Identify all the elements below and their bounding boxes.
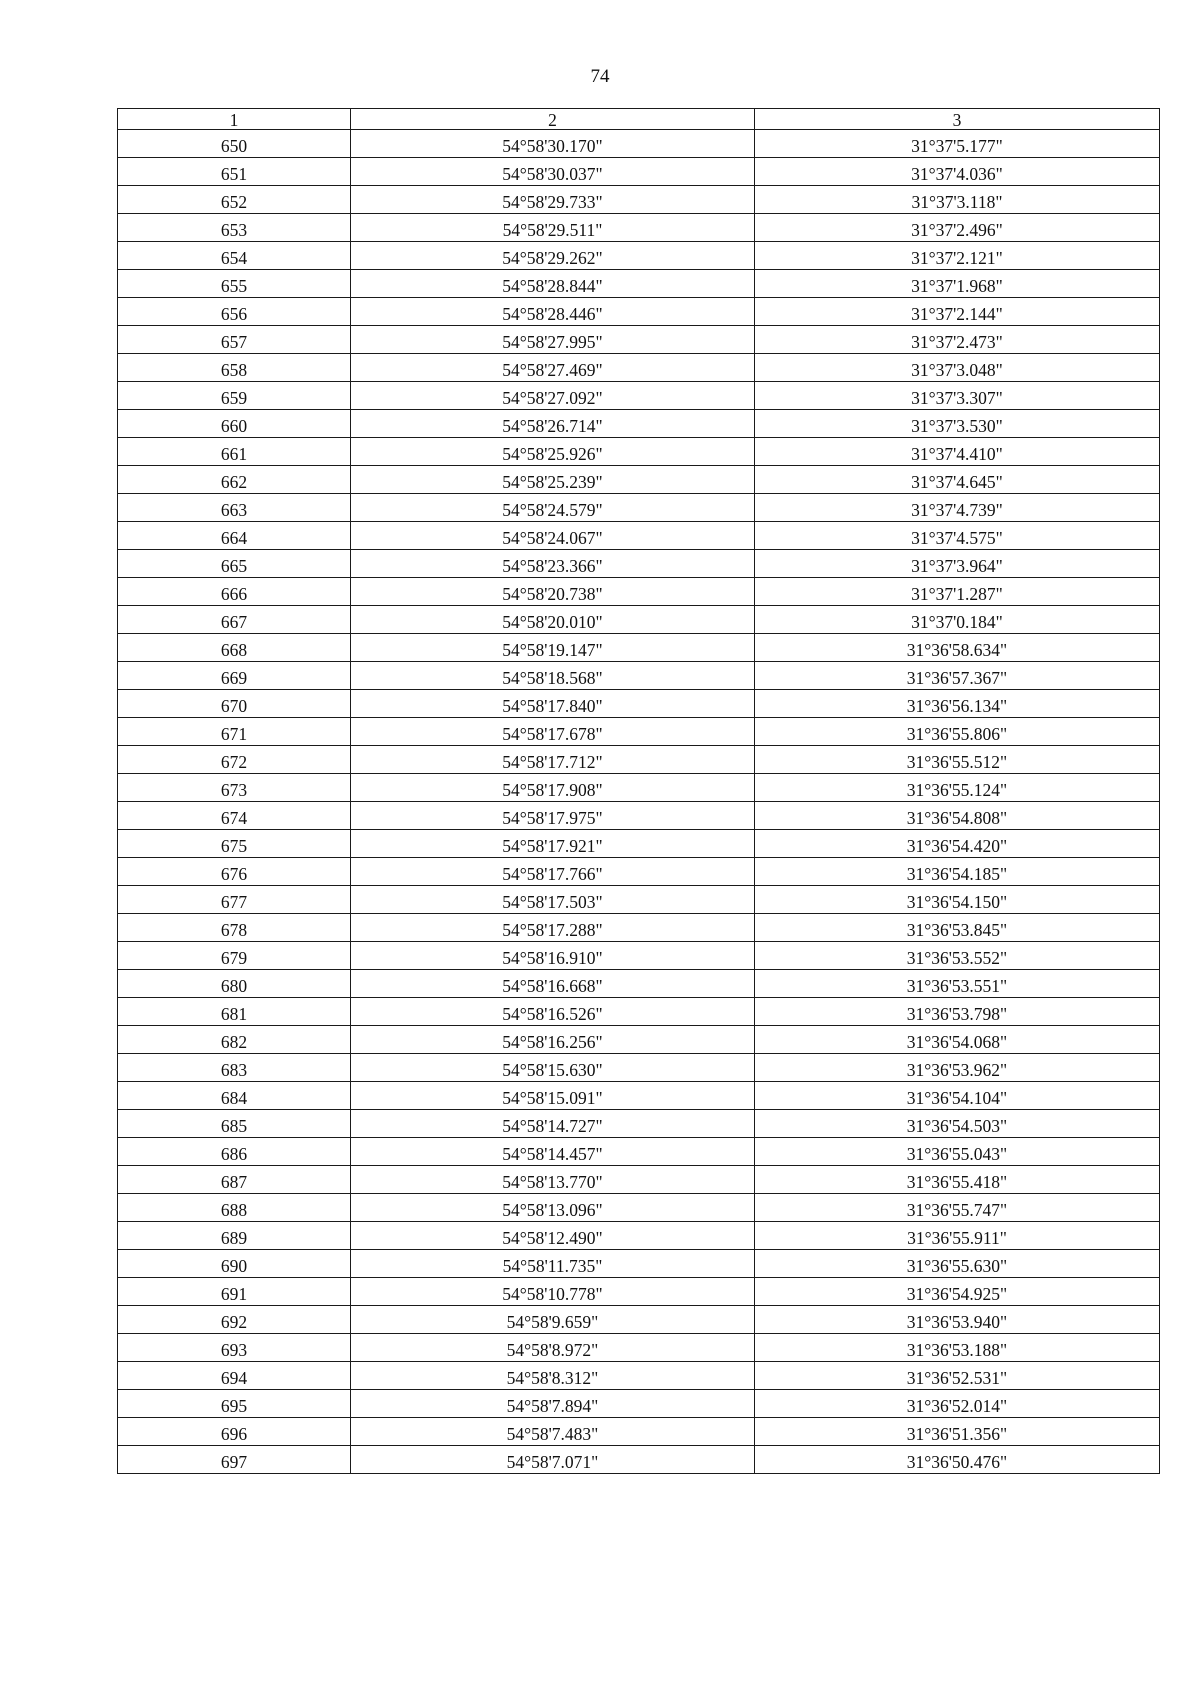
table-row xyxy=(118,634,1160,662)
longitude-cell: 31°36'53.551" xyxy=(755,970,1160,998)
latitude-cell: 54°58'24.579" xyxy=(351,494,755,522)
point-number-cell: 656 xyxy=(118,298,351,326)
latitude-cell: 54°58'27.995" xyxy=(351,326,755,354)
latitude-cell: 54°58'25.239" xyxy=(351,466,755,494)
latitude-cell: 54°58'9.659" xyxy=(351,1306,755,1334)
longitude-cell: 31°36'55.043" xyxy=(755,1138,1160,1166)
table-row xyxy=(118,1138,1160,1166)
longitude-cell: 31°37'0.184" xyxy=(755,606,1160,634)
table-row xyxy=(118,942,1160,970)
table-row xyxy=(118,886,1160,914)
latitude-cell: 54°58'20.010" xyxy=(351,606,755,634)
table-row xyxy=(118,354,1160,382)
table-row xyxy=(118,242,1160,270)
table-row xyxy=(118,1166,1160,1194)
point-number-cell: 696 xyxy=(118,1418,351,1446)
column-header-2: 2 xyxy=(351,109,755,130)
latitude-cell: 54°58'17.288" xyxy=(351,914,755,942)
point-number-cell: 688 xyxy=(118,1194,351,1222)
longitude-cell: 31°36'53.552" xyxy=(755,942,1160,970)
table-row xyxy=(118,1362,1160,1390)
point-number-cell: 662 xyxy=(118,466,351,494)
point-number-cell: 661 xyxy=(118,438,351,466)
table-row xyxy=(118,1110,1160,1138)
longitude-cell: 31°37'4.036" xyxy=(755,158,1160,186)
latitude-cell: 54°58'10.778" xyxy=(351,1278,755,1306)
point-number-cell: 679 xyxy=(118,942,351,970)
longitude-cell: 31°36'55.124" xyxy=(755,774,1160,802)
latitude-cell: 54°58'28.844" xyxy=(351,270,755,298)
longitude-cell: 31°37'3.530" xyxy=(755,410,1160,438)
longitude-cell: 31°36'53.798" xyxy=(755,998,1160,1026)
latitude-cell: 54°58'17.840" xyxy=(351,690,755,718)
table-row xyxy=(118,494,1160,522)
longitude-cell: 31°36'57.367" xyxy=(755,662,1160,690)
latitude-cell: 54°58'16.910" xyxy=(351,942,755,970)
longitude-cell: 31°37'2.473" xyxy=(755,326,1160,354)
latitude-cell: 54°58'16.668" xyxy=(351,970,755,998)
longitude-cell: 31°36'55.418" xyxy=(755,1166,1160,1194)
latitude-cell: 54°58'12.490" xyxy=(351,1222,755,1250)
table-body xyxy=(118,130,1160,1474)
point-number-cell: 683 xyxy=(118,1054,351,1082)
longitude-cell: 31°36'54.420" xyxy=(755,830,1160,858)
table-row xyxy=(118,802,1160,830)
table-row xyxy=(118,466,1160,494)
point-number-cell: 651 xyxy=(118,158,351,186)
table-row xyxy=(118,186,1160,214)
longitude-cell: 31°36'56.134" xyxy=(755,690,1160,718)
table-row xyxy=(118,1026,1160,1054)
point-number-cell: 687 xyxy=(118,1166,351,1194)
point-number-cell: 695 xyxy=(118,1390,351,1418)
longitude-cell: 31°36'54.808" xyxy=(755,802,1160,830)
table-row xyxy=(118,578,1160,606)
table-row xyxy=(118,270,1160,298)
table-row xyxy=(118,438,1160,466)
table-row xyxy=(118,326,1160,354)
latitude-cell: 54°58'19.147" xyxy=(351,634,755,662)
point-number-cell: 670 xyxy=(118,690,351,718)
latitude-cell: 54°58'17.908" xyxy=(351,774,755,802)
longitude-cell: 31°37'3.118" xyxy=(755,186,1160,214)
point-number-cell: 658 xyxy=(118,354,351,382)
longitude-cell: 31°36'54.925" xyxy=(755,1278,1160,1306)
point-number-cell: 663 xyxy=(118,494,351,522)
point-number-cell: 677 xyxy=(118,886,351,914)
longitude-cell: 31°36'55.630" xyxy=(755,1250,1160,1278)
latitude-cell: 54°58'7.894" xyxy=(351,1390,755,1418)
latitude-cell: 54°58'25.926" xyxy=(351,438,755,466)
latitude-cell: 54°58'14.727" xyxy=(351,1110,755,1138)
point-number-cell: 676 xyxy=(118,858,351,886)
point-number-cell: 682 xyxy=(118,1026,351,1054)
point-number-cell: 668 xyxy=(118,634,351,662)
point-number-cell: 690 xyxy=(118,1250,351,1278)
table-row xyxy=(118,298,1160,326)
latitude-cell: 54°58'29.262" xyxy=(351,242,755,270)
latitude-cell: 54°58'17.678" xyxy=(351,718,755,746)
latitude-cell: 54°58'27.092" xyxy=(351,382,755,410)
longitude-cell: 31°37'3.307" xyxy=(755,382,1160,410)
point-number-cell: 652 xyxy=(118,186,351,214)
longitude-cell: 31°36'53.940" xyxy=(755,1306,1160,1334)
point-number-cell: 678 xyxy=(118,914,351,942)
longitude-cell: 31°36'55.806" xyxy=(755,718,1160,746)
latitude-cell: 54°58'14.457" xyxy=(351,1138,755,1166)
table-row xyxy=(118,130,1160,158)
column-header-1: 1 xyxy=(118,109,351,130)
table-row xyxy=(118,1306,1160,1334)
latitude-cell: 54°58'13.770" xyxy=(351,1166,755,1194)
coordinates-table xyxy=(117,108,1160,1474)
latitude-cell: 54°58'16.526" xyxy=(351,998,755,1026)
point-number-cell: 680 xyxy=(118,970,351,998)
latitude-cell: 54°58'17.921" xyxy=(351,830,755,858)
latitude-cell: 54°58'27.469" xyxy=(351,354,755,382)
point-number-cell: 691 xyxy=(118,1278,351,1306)
latitude-cell: 54°58'30.037" xyxy=(351,158,755,186)
longitude-cell: 31°37'2.144" xyxy=(755,298,1160,326)
table-row xyxy=(118,1418,1160,1446)
latitude-cell: 54°58'8.312" xyxy=(351,1362,755,1390)
table-row xyxy=(118,522,1160,550)
longitude-cell: 31°37'4.739" xyxy=(755,494,1160,522)
point-number-cell: 681 xyxy=(118,998,351,1026)
longitude-cell: 31°36'52.014" xyxy=(755,1390,1160,1418)
longitude-cell: 31°36'58.634" xyxy=(755,634,1160,662)
point-number-cell: 654 xyxy=(118,242,351,270)
longitude-cell: 31°37'1.968" xyxy=(755,270,1160,298)
point-number-cell: 660 xyxy=(118,410,351,438)
table-row xyxy=(118,410,1160,438)
longitude-cell: 31°36'55.512" xyxy=(755,746,1160,774)
longitude-cell: 31°37'1.287" xyxy=(755,578,1160,606)
point-number-cell: 667 xyxy=(118,606,351,634)
latitude-cell: 54°58'13.096" xyxy=(351,1194,755,1222)
point-number-cell: 650 xyxy=(118,130,351,158)
longitude-cell: 31°37'2.496" xyxy=(755,214,1160,242)
longitude-cell: 31°36'53.962" xyxy=(755,1054,1160,1082)
point-number-cell: 655 xyxy=(118,270,351,298)
table-row xyxy=(118,970,1160,998)
point-number-cell: 653 xyxy=(118,214,351,242)
table-row xyxy=(118,1082,1160,1110)
table-row xyxy=(118,998,1160,1026)
point-number-cell: 674 xyxy=(118,802,351,830)
latitude-cell: 54°58'17.503" xyxy=(351,886,755,914)
latitude-cell: 54°58'23.366" xyxy=(351,550,755,578)
longitude-cell: 31°37'3.964" xyxy=(755,550,1160,578)
table-row xyxy=(118,774,1160,802)
latitude-cell: 54°58'7.071" xyxy=(351,1446,755,1474)
longitude-cell: 31°36'55.747" xyxy=(755,1194,1160,1222)
latitude-cell: 54°58'17.712" xyxy=(351,746,755,774)
table-row xyxy=(118,690,1160,718)
longitude-cell: 31°36'54.068" xyxy=(755,1026,1160,1054)
latitude-cell: 54°58'26.714" xyxy=(351,410,755,438)
table-row xyxy=(118,662,1160,690)
longitude-cell: 31°36'55.911" xyxy=(755,1222,1160,1250)
table-row xyxy=(118,1390,1160,1418)
table-row xyxy=(118,718,1160,746)
table-row xyxy=(118,1278,1160,1306)
latitude-cell: 54°58'17.975" xyxy=(351,802,755,830)
point-number-cell: 697 xyxy=(118,1446,351,1474)
point-number-cell: 694 xyxy=(118,1362,351,1390)
table-row xyxy=(118,830,1160,858)
longitude-cell: 31°37'4.645" xyxy=(755,466,1160,494)
table-row xyxy=(118,1194,1160,1222)
point-number-cell: 686 xyxy=(118,1138,351,1166)
point-number-cell: 673 xyxy=(118,774,351,802)
latitude-cell: 54°58'15.630" xyxy=(351,1054,755,1082)
point-number-cell: 672 xyxy=(118,746,351,774)
longitude-cell: 31°36'50.476" xyxy=(755,1446,1160,1474)
table-row xyxy=(118,1446,1160,1474)
table-row xyxy=(118,382,1160,410)
latitude-cell: 54°58'20.738" xyxy=(351,578,755,606)
table-row xyxy=(118,858,1160,886)
latitude-cell: 54°58'30.170" xyxy=(351,130,755,158)
point-number-cell: 689 xyxy=(118,1222,351,1250)
latitude-cell: 54°58'29.733" xyxy=(351,186,755,214)
latitude-cell: 54°58'16.256" xyxy=(351,1026,755,1054)
point-number-cell: 692 xyxy=(118,1306,351,1334)
latitude-cell: 54°58'15.091" xyxy=(351,1082,755,1110)
point-number-cell: 693 xyxy=(118,1334,351,1362)
table-row xyxy=(118,1054,1160,1082)
longitude-cell: 31°36'54.185" xyxy=(755,858,1160,886)
table-row xyxy=(118,550,1160,578)
table-row xyxy=(118,214,1160,242)
table-row xyxy=(118,606,1160,634)
longitude-cell: 31°37'2.121" xyxy=(755,242,1160,270)
longitude-cell: 31°36'53.845" xyxy=(755,914,1160,942)
longitude-cell: 31°36'53.188" xyxy=(755,1334,1160,1362)
table-row xyxy=(118,914,1160,942)
point-number-cell: 659 xyxy=(118,382,351,410)
point-number-cell: 669 xyxy=(118,662,351,690)
table-row xyxy=(118,158,1160,186)
table-row xyxy=(118,1250,1160,1278)
table-row xyxy=(118,1222,1160,1250)
point-number-cell: 665 xyxy=(118,550,351,578)
point-number-cell: 657 xyxy=(118,326,351,354)
latitude-cell: 54°58'11.735" xyxy=(351,1250,755,1278)
table-row xyxy=(118,746,1160,774)
longitude-cell: 31°36'54.503" xyxy=(755,1110,1160,1138)
longitude-cell: 31°37'3.048" xyxy=(755,354,1160,382)
point-number-cell: 664 xyxy=(118,522,351,550)
point-number-cell: 675 xyxy=(118,830,351,858)
point-number-cell: 685 xyxy=(118,1110,351,1138)
longitude-cell: 31°36'54.150" xyxy=(755,886,1160,914)
latitude-cell: 54°58'7.483" xyxy=(351,1418,755,1446)
latitude-cell: 54°58'24.067" xyxy=(351,522,755,550)
point-number-cell: 666 xyxy=(118,578,351,606)
latitude-cell: 54°58'28.446" xyxy=(351,298,755,326)
point-number-cell: 671 xyxy=(118,718,351,746)
longitude-cell: 31°37'5.177" xyxy=(755,130,1160,158)
longitude-cell: 31°37'4.410" xyxy=(755,438,1160,466)
latitude-cell: 54°58'29.511" xyxy=(351,214,755,242)
latitude-cell: 54°58'8.972" xyxy=(351,1334,755,1362)
longitude-cell: 31°36'51.356" xyxy=(755,1418,1160,1446)
latitude-cell: 54°58'18.568" xyxy=(351,662,755,690)
longitude-cell: 31°36'54.104" xyxy=(755,1082,1160,1110)
page-number: 74 xyxy=(590,66,610,87)
point-number-cell: 684 xyxy=(118,1082,351,1110)
latitude-cell: 54°58'17.766" xyxy=(351,858,755,886)
longitude-cell: 31°37'4.575" xyxy=(755,522,1160,550)
longitude-cell: 31°36'52.531" xyxy=(755,1362,1160,1390)
table-header xyxy=(118,109,1160,130)
column-header-3: 3 xyxy=(755,109,1160,130)
header-row xyxy=(118,109,1160,130)
table-row xyxy=(118,1334,1160,1362)
